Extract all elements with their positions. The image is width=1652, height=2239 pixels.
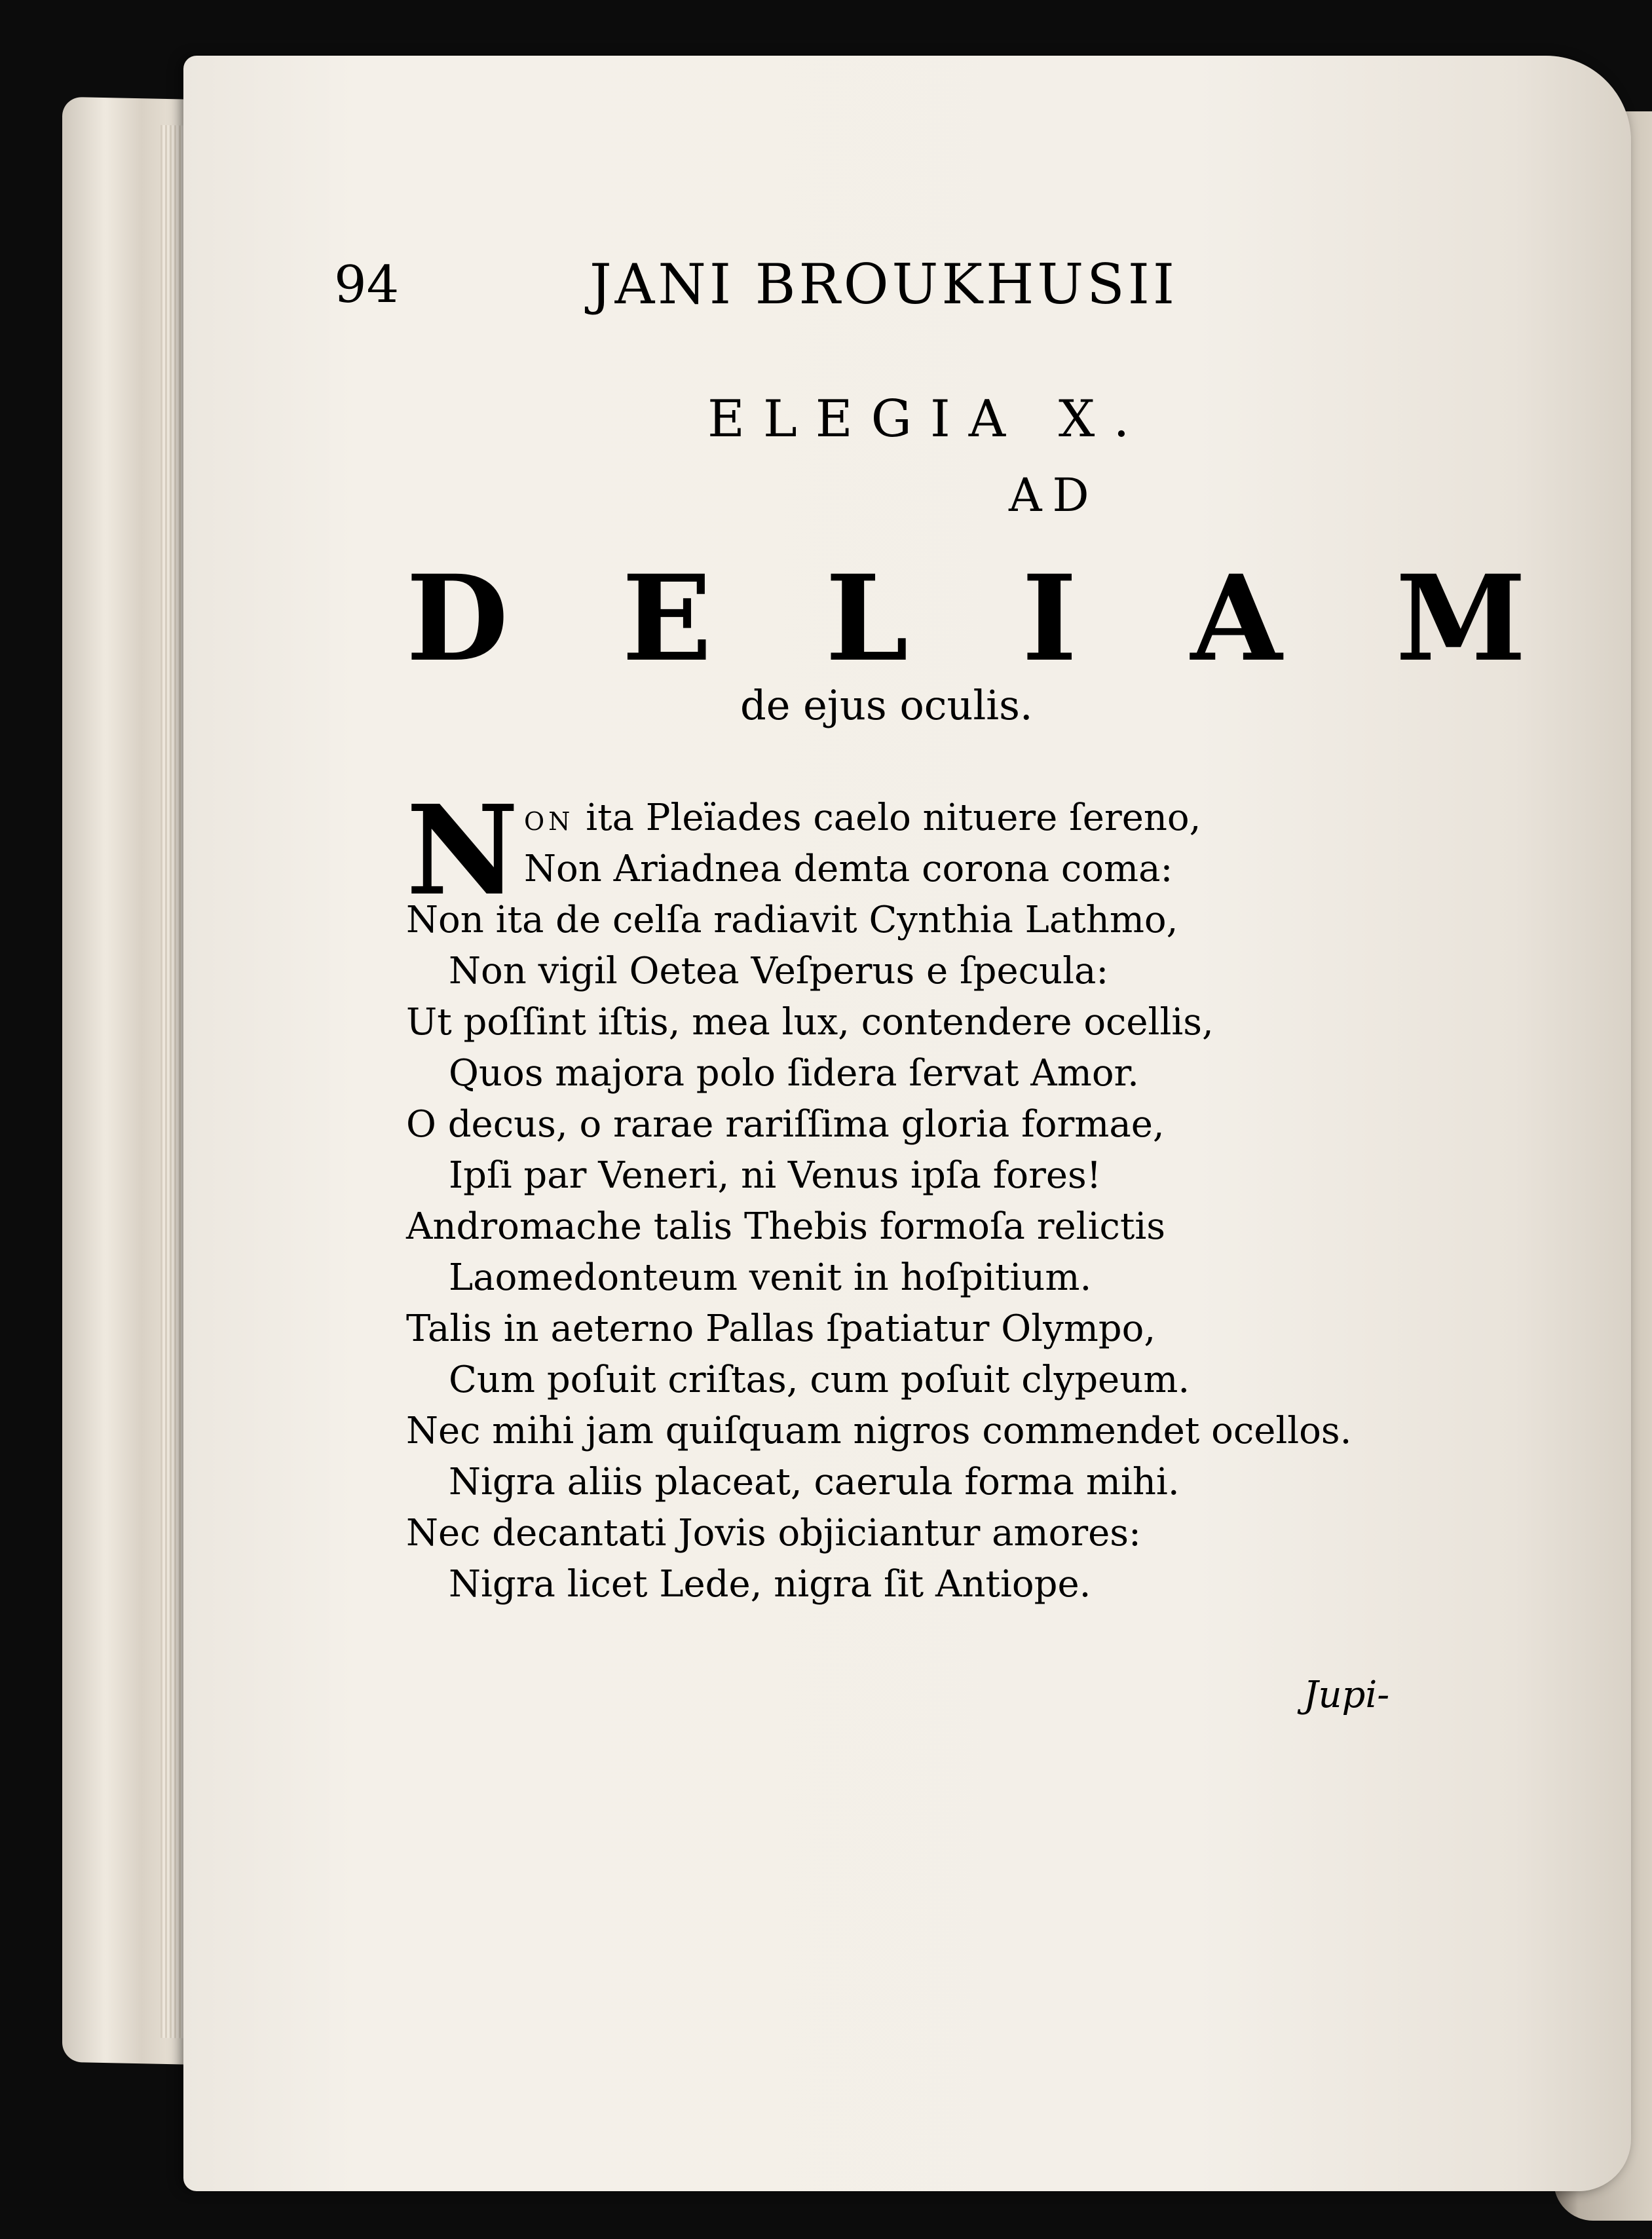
poem-line: Quos majora polo ſidera ſervat Amor.	[449, 1052, 1139, 1095]
poem-line: Talis in aeterno Pallas ſpatiatur Olympo,	[406, 1308, 1156, 1350]
dedication-letter: D	[406, 550, 509, 688]
poem-line: Ut poſſint iſtis, mea lux, contendere ocellis,	[406, 1001, 1214, 1044]
poem-line: O decus, o rarae rariſſima gloria formae,	[406, 1103, 1165, 1146]
poem-line: Non Ariadnea demta corona coma:	[524, 848, 1173, 890]
poem-line: Nec decantati Jovis objiciantur amores:	[406, 1512, 1141, 1554]
dedication-letter: I	[1022, 550, 1078, 688]
elegy-title: ELEGIA X.	[707, 390, 1148, 449]
dedication-letter: L	[825, 550, 909, 688]
dedication-ad: AD	[1009, 468, 1100, 522]
poem-line: ON ita Pleïades caelo nituere ſereno,	[524, 797, 1201, 839]
poem-line: Non ita de celſa radiavit Cynthia Lathmo,	[406, 899, 1178, 941]
catchword: Jupi-	[1304, 1674, 1390, 1716]
poem-line: Nigra licet Lede, nigra ſit Antiope.	[449, 1563, 1091, 1606]
dedication-letter: E	[622, 550, 712, 688]
running-head-author: JANI BROUKHUSII	[590, 252, 1178, 316]
drop-cap: N	[406, 778, 519, 923]
dedication-letter: A	[1190, 550, 1283, 688]
poem-line: Ipſi par Veneri, ni Venus ipſa fores!	[449, 1154, 1102, 1197]
poem-body	[406, 793, 1520, 1610]
poem-line: Nec mihi jam quiſquam nigros commendet ocellos.	[406, 1410, 1352, 1452]
poem-line: Cum poſuit criſtas, cum poſuit clypeum.	[449, 1359, 1190, 1401]
dedication-name	[406, 550, 1526, 688]
poem-line: Laomedonteum venit in hoſpitium.	[449, 1256, 1092, 1299]
poem-line: Nigra aliis placeat, caerula forma mihi.	[449, 1461, 1180, 1503]
dedication-letter: M	[1395, 550, 1526, 688]
page-number: 94	[334, 255, 400, 314]
poem-line: Andromache talis Thebis formoſa relictis	[406, 1205, 1165, 1248]
poem-line: Non vigil Oetea Veſperus e ſpecula:	[449, 950, 1109, 992]
small-caps: ON	[524, 807, 574, 836]
elegy-subtitle: de ejus oculis.	[740, 681, 1033, 729]
